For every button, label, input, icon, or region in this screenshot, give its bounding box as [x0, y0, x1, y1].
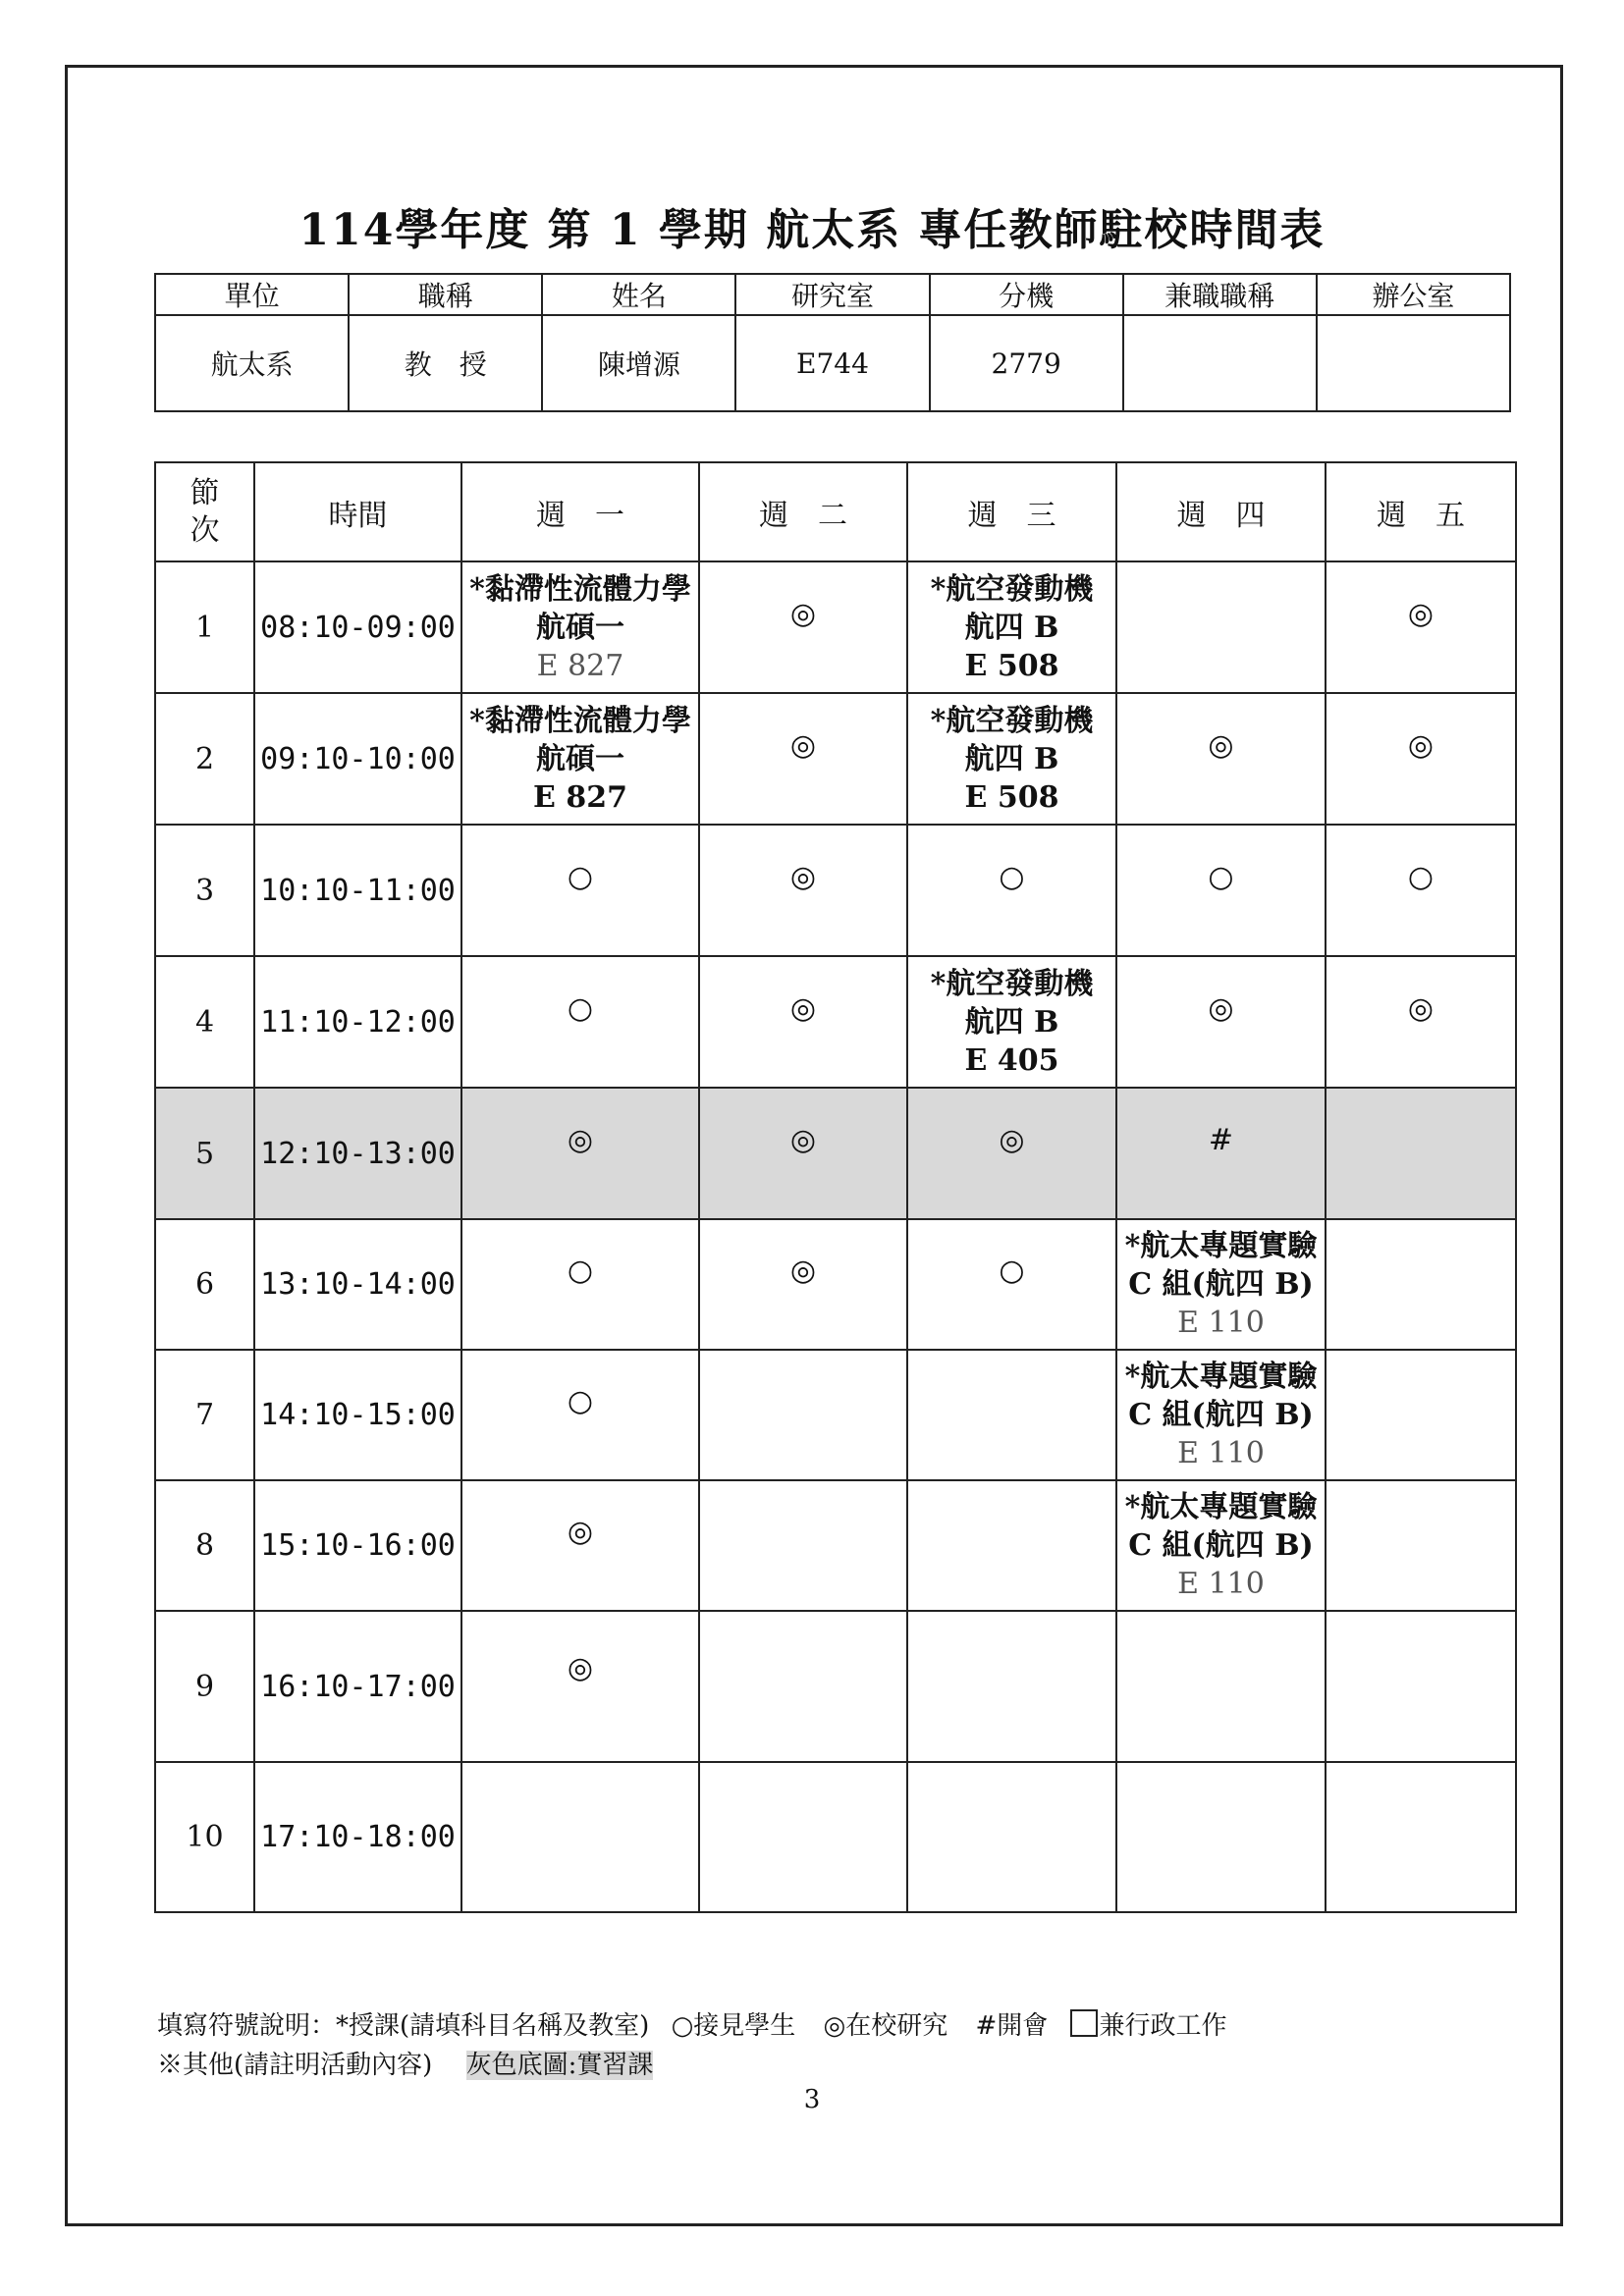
status-symbol-cell: ○ [1116, 825, 1326, 956]
course-class: C 組(航四 B) [1128, 1267, 1314, 1302]
time-cell: 17:10-18:00 [254, 1762, 461, 1912]
info-office-room: E744 [735, 315, 929, 411]
time-cell: 08:10-09:00 [254, 561, 461, 693]
course-name: *航空發動機 [930, 703, 1094, 738]
legend [157, 2006, 1227, 2085]
course-cell [1116, 1350, 1326, 1480]
empty-cell [699, 1350, 907, 1480]
period-cell: 4 [155, 956, 254, 1088]
schedule-row [155, 1088, 1516, 1219]
day-header-wed: 週 三 [907, 462, 1116, 561]
status-symbol-cell: ◎ [461, 1480, 699, 1611]
course-room: E 508 [964, 648, 1059, 683]
empty-cell [1326, 1219, 1516, 1350]
time-cell: 11:10-12:00 [254, 956, 461, 1088]
status-symbol-cell: ◎ [461, 1611, 699, 1762]
time-cell: 10:10-11:00 [254, 825, 461, 956]
course-name: *航太專題實驗 [1124, 1360, 1318, 1394]
course-cell [1116, 1480, 1326, 1611]
course-name: *航空發動機 [930, 966, 1094, 1001]
empty-cell [907, 1480, 1116, 1611]
period-cell: 1 [155, 561, 254, 693]
course-room: E 827 [536, 648, 624, 683]
status-symbol-cell: ◎ [907, 1088, 1116, 1219]
period-cell: 8 [155, 1480, 254, 1611]
schedule-row [155, 1762, 1516, 1912]
course-cell [907, 693, 1116, 825]
legend-research: ◎在校研究 [823, 2011, 948, 2041]
empty-cell [1326, 1350, 1516, 1480]
course-name: *黏滯性流體力學 [469, 571, 691, 607]
day-header-thu: 週 四 [1116, 462, 1326, 561]
empty-cell [1116, 1762, 1326, 1912]
status-symbol-cell: ◎ [699, 1088, 907, 1219]
status-symbol-cell: ◎ [1326, 561, 1516, 693]
time-cell: 09:10-10:00 [254, 693, 461, 825]
course-name: *黏滯性流體力學 [469, 703, 691, 738]
status-symbol-cell: ○ [907, 825, 1116, 956]
info-header: 分機 [930, 274, 1123, 315]
legend-other: ※其他(請註明活動內容) [157, 2051, 433, 2080]
course-room: E 110 [1177, 1436, 1265, 1470]
info-office [1317, 315, 1510, 411]
course-class: 航四 B [964, 1004, 1059, 1040]
course-name: *航太專題實驗 [1124, 1490, 1318, 1524]
empty-cell [699, 1611, 907, 1762]
time-cell: 16:10-17:00 [254, 1611, 461, 1762]
status-symbol-cell: # [1116, 1088, 1326, 1219]
empty-cell [1116, 1611, 1326, 1762]
schedule-row [155, 1219, 1516, 1350]
course-class: 航碩一 [536, 741, 624, 776]
course-cell [461, 561, 699, 693]
time-cell: 13:10-14:00 [254, 1219, 461, 1350]
status-symbol-cell: ◎ [461, 1088, 699, 1219]
day-header-mon: 週 一 [461, 462, 699, 561]
empty-cell [907, 1350, 1116, 1480]
empty-cell [1326, 1762, 1516, 1912]
info-part-time-title [1123, 315, 1317, 411]
checkbox-icon [1070, 2009, 1098, 2037]
course-cell [1116, 1219, 1326, 1350]
empty-cell [699, 1480, 907, 1611]
status-symbol-cell: ○ [461, 956, 699, 1088]
course-cell [461, 693, 699, 825]
schedule-row [155, 1480, 1516, 1611]
status-symbol-cell: ◎ [699, 956, 907, 1088]
course-class: C 組(航四 B) [1128, 1528, 1314, 1563]
info-name: 陳增源 [542, 315, 735, 411]
course-name: *航太專題實驗 [1124, 1229, 1318, 1263]
schedule-table [154, 461, 1517, 1913]
schedule-row [155, 693, 1516, 825]
status-symbol-cell: ◎ [1326, 693, 1516, 825]
status-symbol-cell: ○ [907, 1219, 1116, 1350]
status-symbol-cell: ◎ [1326, 956, 1516, 1088]
course-room: E 508 [964, 779, 1059, 815]
day-header-tue: 週 二 [699, 462, 907, 561]
empty-cell [1116, 561, 1326, 693]
empty-cell [907, 1611, 1116, 1762]
empty-cell [1326, 1611, 1516, 1762]
legend-teaching: 填寫符號說明：*授課(請填科目名稱及教室) [157, 2011, 650, 2041]
course-class: 航四 B [964, 741, 1059, 776]
period-cell: 7 [155, 1350, 254, 1480]
status-symbol-cell: ○ [1326, 825, 1516, 956]
info-header: 辦公室 [1317, 274, 1510, 315]
schedule-row [155, 956, 1516, 1088]
period-cell: 3 [155, 825, 254, 956]
period-cell: 6 [155, 1219, 254, 1350]
empty-cell [907, 1762, 1116, 1912]
info-header: 職稱 [349, 274, 542, 315]
info-header: 研究室 [735, 274, 929, 315]
status-symbol-cell: ○ [461, 1350, 699, 1480]
status-symbol-cell: ◎ [699, 1219, 907, 1350]
time-cell: 15:10-16:00 [254, 1480, 461, 1611]
page-title: 114學年度 第 1 學期 航太系 專任教師駐校時間表 [298, 205, 1326, 255]
course-room: E 110 [1177, 1567, 1265, 1601]
info-header: 單位 [155, 274, 349, 315]
teacher-info-table [154, 273, 1511, 412]
course-class: C 組(航四 B) [1128, 1398, 1314, 1432]
status-symbol-cell: ○ [461, 1219, 699, 1350]
time-header: 時間 [254, 462, 461, 561]
status-symbol-cell: ◎ [1116, 693, 1326, 825]
empty-cell [461, 1762, 699, 1912]
schedule-row [155, 825, 1516, 956]
period-cell: 5 [155, 1088, 254, 1219]
time-cell: 14:10-15:00 [254, 1350, 461, 1480]
status-symbol-cell: ○ [461, 825, 699, 956]
empty-cell [1326, 1480, 1516, 1611]
info-header: 姓名 [542, 274, 735, 315]
status-symbol-cell: ◎ [699, 825, 907, 956]
status-symbol-cell: ◎ [699, 561, 907, 693]
info-title: 教 授 [349, 315, 542, 411]
page-number: 3 [803, 2085, 821, 2114]
course-name: *航空發動機 [930, 571, 1094, 607]
course-room: E 827 [533, 779, 627, 815]
schedule-row [155, 1350, 1516, 1480]
day-header-fri: 週 五 [1326, 462, 1516, 561]
period-header-top: 節 [189, 475, 220, 510]
course-room: E 405 [964, 1042, 1059, 1078]
info-extension: 2779 [930, 315, 1123, 411]
empty-cell [699, 1762, 907, 1912]
period-cell: 10 [155, 1762, 254, 1912]
course-cell [907, 561, 1116, 693]
period-header [155, 462, 254, 561]
schedule-row [155, 1611, 1516, 1762]
legend-meet-students: ○接見學生 [671, 2011, 796, 2041]
legend-admin: 兼行政工作 [1099, 2011, 1227, 2041]
empty-cell [1326, 1088, 1516, 1219]
course-class: 航碩一 [536, 610, 624, 645]
period-cell: 9 [155, 1611, 254, 1762]
schedule-row [155, 561, 1516, 693]
period-cell: 2 [155, 693, 254, 825]
course-cell [907, 956, 1116, 1088]
legend-gray: 灰色底圖:實習課 [465, 2051, 654, 2080]
info-unit: 航太系 [155, 315, 349, 411]
info-header: 兼職職稱 [1123, 274, 1317, 315]
legend-meeting: #開會 [975, 2011, 1049, 2041]
status-symbol-cell: ◎ [699, 693, 907, 825]
time-cell: 12:10-13:00 [254, 1088, 461, 1219]
course-class: 航四 B [964, 610, 1059, 645]
status-symbol-cell: ◎ [1116, 956, 1326, 1088]
period-header-bottom: 次 [189, 512, 220, 548]
course-room: E 110 [1177, 1306, 1265, 1340]
